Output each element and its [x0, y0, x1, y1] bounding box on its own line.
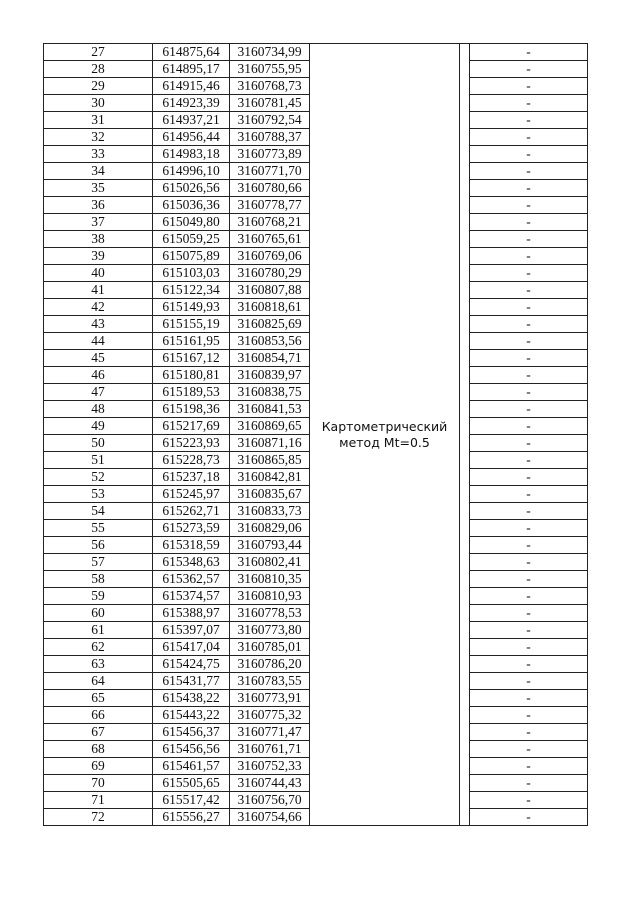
y-coordinate-cell: 3160734,99 [230, 44, 310, 61]
precision-cell: - [470, 452, 588, 469]
x-coordinate-cell: 615167,12 [153, 350, 230, 367]
point-number-cell: 43 [44, 316, 153, 333]
precision-cell: - [470, 435, 588, 452]
x-coordinate-cell: 615443,22 [153, 707, 230, 724]
y-coordinate-cell: 3160807,88 [230, 282, 310, 299]
point-number-cell: 66 [44, 707, 153, 724]
y-coordinate-cell: 3160865,85 [230, 452, 310, 469]
x-coordinate-cell: 615388,97 [153, 605, 230, 622]
point-number-cell: 42 [44, 299, 153, 316]
point-number-cell: 65 [44, 690, 153, 707]
y-coordinate-cell: 3160773,91 [230, 690, 310, 707]
precision-cell: - [470, 316, 588, 333]
y-coordinate-cell: 3160792,54 [230, 112, 310, 129]
table-row [44, 44, 588, 61]
x-coordinate-cell: 615103,03 [153, 265, 230, 282]
y-coordinate-cell: 3160744,43 [230, 775, 310, 792]
x-coordinate-cell: 614915,46 [153, 78, 230, 95]
point-number-cell: 29 [44, 78, 153, 95]
x-coordinate-cell: 615273,59 [153, 520, 230, 537]
y-coordinate-cell: 3160839,97 [230, 367, 310, 384]
point-number-cell: 56 [44, 537, 153, 554]
y-coordinate-cell: 3160773,80 [230, 622, 310, 639]
y-coordinate-cell: 3160871,16 [230, 435, 310, 452]
x-coordinate-cell: 614937,21 [153, 112, 230, 129]
x-coordinate-cell: 615122,34 [153, 282, 230, 299]
x-coordinate-cell: 615149,93 [153, 299, 230, 316]
point-number-cell: 69 [44, 758, 153, 775]
point-number-cell: 52 [44, 469, 153, 486]
precision-cell: - [470, 520, 588, 537]
column-gap [460, 44, 470, 826]
y-coordinate-cell: 3160786,20 [230, 656, 310, 673]
point-number-cell: 50 [44, 435, 153, 452]
point-number-cell: 64 [44, 673, 153, 690]
precision-cell: - [470, 299, 588, 316]
point-number-cell: 55 [44, 520, 153, 537]
precision-cell: - [470, 656, 588, 673]
point-number-cell: 39 [44, 248, 153, 265]
precision-cell: - [470, 741, 588, 758]
x-coordinate-cell: 615026,56 [153, 180, 230, 197]
coordinates-table [43, 43, 588, 826]
x-coordinate-cell: 615362,57 [153, 571, 230, 588]
y-coordinate-cell: 3160810,93 [230, 588, 310, 605]
y-coordinate-cell: 3160780,29 [230, 265, 310, 282]
y-coordinate-cell: 3160771,70 [230, 163, 310, 180]
x-coordinate-cell: 615180,81 [153, 367, 230, 384]
y-coordinate-cell: 3160833,73 [230, 503, 310, 520]
y-coordinate-cell: 3160793,44 [230, 537, 310, 554]
point-number-cell: 68 [44, 741, 153, 758]
y-coordinate-cell: 3160802,41 [230, 554, 310, 571]
point-number-cell: 46 [44, 367, 153, 384]
precision-cell: - [470, 622, 588, 639]
x-coordinate-cell: 614983,18 [153, 146, 230, 163]
precision-cell: - [470, 384, 588, 401]
precision-cell: - [470, 571, 588, 588]
x-coordinate-cell: 615059,25 [153, 231, 230, 248]
x-coordinate-cell: 615456,56 [153, 741, 230, 758]
point-number-cell: 47 [44, 384, 153, 401]
x-coordinate-cell: 615262,71 [153, 503, 230, 520]
precision-cell: - [470, 418, 588, 435]
precision-cell: - [470, 282, 588, 299]
x-coordinate-cell: 615245,97 [153, 486, 230, 503]
x-coordinate-cell: 615075,89 [153, 248, 230, 265]
y-coordinate-cell: 3160788,37 [230, 129, 310, 146]
precision-cell: - [470, 180, 588, 197]
x-coordinate-cell: 615556,27 [153, 809, 230, 826]
y-coordinate-cell: 3160778,77 [230, 197, 310, 214]
x-coordinate-cell: 614923,39 [153, 95, 230, 112]
point-number-cell: 48 [44, 401, 153, 418]
precision-cell: - [470, 333, 588, 350]
x-coordinate-cell: 615456,37 [153, 724, 230, 741]
method-text-line: Картометрический [321, 418, 448, 434]
x-coordinate-cell: 615417,04 [153, 639, 230, 656]
point-number-cell: 44 [44, 333, 153, 350]
x-coordinate-cell: 615424,75 [153, 656, 230, 673]
point-number-cell: 67 [44, 724, 153, 741]
point-number-cell: 61 [44, 622, 153, 639]
y-coordinate-cell: 3160841,53 [230, 401, 310, 418]
point-number-cell: 28 [44, 61, 153, 78]
x-coordinate-cell: 615431,77 [153, 673, 230, 690]
point-number-cell: 41 [44, 282, 153, 299]
y-coordinate-cell: 3160752,33 [230, 758, 310, 775]
precision-cell: - [470, 792, 588, 809]
precision-cell: - [470, 129, 588, 146]
precision-cell: - [470, 758, 588, 775]
precision-cell: - [470, 707, 588, 724]
precision-cell: - [470, 214, 588, 231]
point-number-cell: 38 [44, 231, 153, 248]
point-number-cell: 34 [44, 163, 153, 180]
precision-cell: - [470, 469, 588, 486]
precision-cell: - [470, 248, 588, 265]
x-coordinate-cell: 615318,59 [153, 537, 230, 554]
point-number-cell: 63 [44, 656, 153, 673]
x-coordinate-cell: 615237,18 [153, 469, 230, 486]
point-number-cell: 53 [44, 486, 153, 503]
precision-cell: - [470, 605, 588, 622]
precision-cell: - [470, 588, 588, 605]
point-number-cell: 40 [44, 265, 153, 282]
coordinates-table-body [44, 44, 588, 826]
point-number-cell: 36 [44, 197, 153, 214]
point-number-cell: 62 [44, 639, 153, 656]
precision-cell: - [470, 486, 588, 503]
y-coordinate-cell: 3160754,66 [230, 809, 310, 826]
y-coordinate-cell: 3160810,35 [230, 571, 310, 588]
precision-cell: - [470, 146, 588, 163]
y-coordinate-cell: 3160773,89 [230, 146, 310, 163]
x-coordinate-cell: 615228,73 [153, 452, 230, 469]
precision-cell: - [470, 639, 588, 656]
point-number-cell: 57 [44, 554, 153, 571]
point-number-cell: 35 [44, 180, 153, 197]
precision-cell: - [470, 809, 588, 826]
y-coordinate-cell: 3160854,71 [230, 350, 310, 367]
x-coordinate-cell: 615217,69 [153, 418, 230, 435]
x-coordinate-cell: 615461,57 [153, 758, 230, 775]
x-coordinate-cell: 615374,57 [153, 588, 230, 605]
point-number-cell: 54 [44, 503, 153, 520]
precision-cell: - [470, 775, 588, 792]
y-coordinate-cell: 3160838,75 [230, 384, 310, 401]
y-coordinate-cell: 3160825,69 [230, 316, 310, 333]
y-coordinate-cell: 3160756,70 [230, 792, 310, 809]
precision-cell: - [470, 724, 588, 741]
precision-cell: - [470, 78, 588, 95]
point-number-cell: 51 [44, 452, 153, 469]
point-number-cell: 49 [44, 418, 153, 435]
x-coordinate-cell: 614996,10 [153, 163, 230, 180]
x-coordinate-cell: 615517,42 [153, 792, 230, 809]
precision-cell: - [470, 112, 588, 129]
y-coordinate-cell: 3160771,47 [230, 724, 310, 741]
y-coordinate-cell: 3160869,65 [230, 418, 310, 435]
precision-cell: - [470, 690, 588, 707]
x-coordinate-cell: 614875,64 [153, 44, 230, 61]
y-coordinate-cell: 3160818,61 [230, 299, 310, 316]
precision-cell: - [470, 350, 588, 367]
y-coordinate-cell: 3160785,01 [230, 639, 310, 656]
y-coordinate-cell: 3160780,66 [230, 180, 310, 197]
point-number-cell: 37 [44, 214, 153, 231]
y-coordinate-cell: 3160853,56 [230, 333, 310, 350]
x-coordinate-cell: 615223,93 [153, 435, 230, 452]
x-coordinate-cell: 614895,17 [153, 61, 230, 78]
precision-cell: - [470, 537, 588, 554]
precision-cell: - [470, 673, 588, 690]
precision-cell: - [470, 503, 588, 520]
y-coordinate-cell: 3160783,55 [230, 673, 310, 690]
x-coordinate-cell: 614956,44 [153, 129, 230, 146]
x-coordinate-cell: 615397,07 [153, 622, 230, 639]
y-coordinate-cell: 3160778,53 [230, 605, 310, 622]
y-coordinate-cell: 3160761,71 [230, 741, 310, 758]
y-coordinate-cell: 3160835,67 [230, 486, 310, 503]
precision-cell: - [470, 44, 588, 61]
y-coordinate-cell: 3160765,61 [230, 231, 310, 248]
precision-cell: - [470, 554, 588, 571]
point-number-cell: 58 [44, 571, 153, 588]
x-coordinate-cell: 615161,95 [153, 333, 230, 350]
method-text-line: метод Mt=0.5 [339, 434, 430, 450]
point-number-cell: 59 [44, 588, 153, 605]
precision-cell: - [470, 265, 588, 282]
y-coordinate-cell: 3160842,81 [230, 469, 310, 486]
x-coordinate-cell: 615198,36 [153, 401, 230, 418]
point-number-cell: 72 [44, 809, 153, 826]
x-coordinate-cell: 615036,36 [153, 197, 230, 214]
point-number-cell: 31 [44, 112, 153, 129]
point-number-cell: 32 [44, 129, 153, 146]
y-coordinate-cell: 3160768,21 [230, 214, 310, 231]
point-number-cell: 71 [44, 792, 153, 809]
x-coordinate-cell: 615438,22 [153, 690, 230, 707]
precision-cell: - [470, 231, 588, 248]
x-coordinate-cell: 615049,80 [153, 214, 230, 231]
y-coordinate-cell: 3160769,06 [230, 248, 310, 265]
y-coordinate-cell: 3160829,06 [230, 520, 310, 537]
point-number-cell: 30 [44, 95, 153, 112]
method-cell [310, 44, 460, 826]
point-number-cell: 33 [44, 146, 153, 163]
precision-cell: - [470, 95, 588, 112]
point-number-cell: 60 [44, 605, 153, 622]
precision-cell: - [470, 163, 588, 180]
precision-cell: - [470, 197, 588, 214]
y-coordinate-cell: 3160781,45 [230, 95, 310, 112]
y-coordinate-cell: 3160775,32 [230, 707, 310, 724]
precision-cell: - [470, 61, 588, 78]
point-number-cell: 27 [44, 44, 153, 61]
x-coordinate-cell: 615348,63 [153, 554, 230, 571]
point-number-cell: 70 [44, 775, 153, 792]
x-coordinate-cell: 615505,65 [153, 775, 230, 792]
y-coordinate-cell: 3160768,73 [230, 78, 310, 95]
precision-cell: - [470, 401, 588, 418]
precision-cell: - [470, 367, 588, 384]
point-number-cell: 45 [44, 350, 153, 367]
x-coordinate-cell: 615189,53 [153, 384, 230, 401]
y-coordinate-cell: 3160755,95 [230, 61, 310, 78]
x-coordinate-cell: 615155,19 [153, 316, 230, 333]
